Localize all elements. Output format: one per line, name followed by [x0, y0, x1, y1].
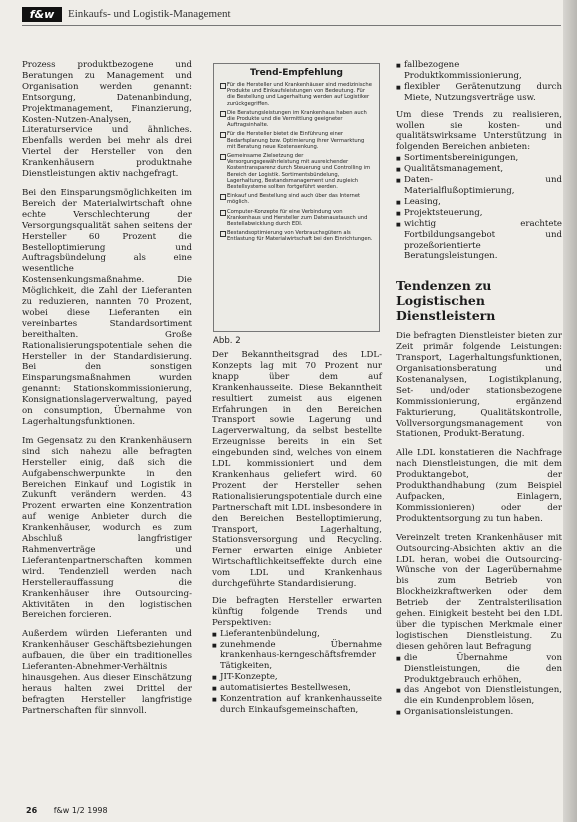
box-item: Für die Hersteller bietet die Einführung einer Bedarfsplanung bzw. Optimierung ihrer Vermarktung mit Beratung neue Kostensenkung.: [220, 131, 373, 150]
list-item: ■ wichtig erachtete Fortbildungsangebot und prozeßorientierte Beratungsleistungen.: [396, 219, 562, 263]
box-item: Für die Hersteller und Krankenhäuser sind medizinische Produkte und Einkaufsleistungen von Bedeutung. Für die Bestellung und Lagerhaltung werden auf Logistiker zurückgegriffen.: [220, 82, 373, 107]
checkbox-icon: [220, 154, 226, 160]
checkbox-icon: [220, 132, 226, 138]
magazine-logo: f&w: [22, 7, 62, 22]
list-item: ■ automatisiertes Bestellwesen,: [212, 683, 382, 694]
paragraph: Die befragten Dienstleister bieten zur Zeit primär folgende Leistungen: Transport, Lagerhaltungsfunktionen, Organisationsberatung und Kostenanalysen, Logistikplanung, Set- und/oder stationsbezogene Kommissionierung, ergänzend Fakturierung, Qualitätskontrolle, Vollversorgungsmanagement von Stationen, Produkt-Beratung.: [396, 331, 562, 440]
list-item: ■ Konzentration auf krankenhausseite durch Einkaufsgemeinschaften,: [212, 694, 382, 716]
box-item: Gemeinsame Zielsetzung der Versorgungsgewährleistung mit ausreichender Kostentransparenz durch Steuerung und Controlling im Bereich der Logistik. Sortimentsbündelung, Lagerhaltung, Bestandsmanagement und zugleich Bestellsysteme sollten fortgeführt werden.: [220, 153, 373, 190]
paragraph: Prozess produktbezogene und Beratungen zu Management und Organisation werden genannt: Entsorgung, Datenanbindung, Projektmanagement, Finanzierung, Kosten-Nutzen-Analysen, Literaturservice und ähnliches. Ebenfalls werden bei mehr als drei Viertel der Hersteller von den Krankenhäusern produktnahe Dienstleistungen aktiv nachgefragt.: [22, 60, 192, 180]
box-item: Bestandsoptimierung von Verbrauchsgütern als Entlastung für Materialwirtschaft bei den Einrichtungen.: [220, 230, 373, 242]
list-item: ■ Lieferantenbündelung,: [212, 629, 382, 640]
paragraph: Bei den Einsparungsmöglichkeiten im Bereich der Materialwirtschaft ohne echte Verschlechterung der Versorgungsqualität sahen seitens der Hersteller 60 Prozent die Bestelloptimierung und Auftragsbündelung als eine wesentliche Kostensenkungsmaßnahme. Die Möglichkeit, die Zahl der Lieferanten zu reduzieren, nannten 70 Prozent, wobei diese Lieferanten ein vereinbartes Standardsortiment bereithalten. Große Rationalisierungspotentiale sehen die Hersteller in der Standardisierung. Bei den sonstigen Einsparungsmaßnahmen wurden genannt: Stationskommissionierung, Konsignationslagerverwaltung, payed on consumption, Übernahme von Lagerhaltungsfunktionen.: [22, 187, 192, 427]
list-item: ■ JIT-Konzepte,: [212, 672, 382, 683]
box-item: Computer-Konzepte für eine Verbindung von Krankenhaus und Hersteller zum Datenaustausch und Bestellabwicklung durch EDI.: [220, 209, 373, 228]
list-item: ■ Sortimentsbereinigungen,: [396, 153, 562, 164]
checkbox-icon: [220, 83, 226, 89]
list-item: ■ Organisationsleistungen.: [396, 707, 562, 718]
list-item: ■ flexibler Gerätenutzung durch Miete, Nutzungsverträge usw.: [396, 82, 562, 104]
issue-source: f&w 1/2 1998: [53, 806, 108, 815]
paragraph: Der Bekanntheitsgrad des LDL-Konzepts lag mit 70 Prozent nur knapp über dem auf Krankenhausseite. Diese Bekanntheit resultiert zumeist aus eigenen Erfahrungen in den Bereichen Transport sowie Lagerung und Lagerverwaltung, da selbst bestellte Erzeugnisse bereits in ein Set eingebunden sind, welches von einem LDL kommissioniert und dem Krankenhaus geliefert wird. 60 Prozent der Hersteller sehen Rationalisierungspotentiale durch eine Partnerschaft mit LDL insbesondere in den Bereichen Bestelloptimierung, Transport, Lagerhaltung, Stationsversorgung und Recycling. Ferner erwarten einige Anbieter Wirtschaftlichkeitseffekte durch eine vom LDL und Krankenhaus durchgeführte Standardisierung.: [212, 350, 382, 590]
column-3: [396, 60, 562, 718]
characteristics-list: [396, 653, 562, 718]
header-rule: [22, 25, 561, 26]
checkbox-icon: [220, 194, 226, 200]
binding-edge: [563, 0, 577, 822]
figure-caption: Abb. 2: [213, 336, 241, 346]
page-footer: [26, 806, 108, 815]
box-item: Einkauf und Bestellung sind auch über das Internet möglich.: [220, 193, 373, 205]
list-item: ■ fallbezogene Produktkommissionierung,: [396, 60, 562, 82]
trend-list: [212, 629, 382, 716]
box-title: Trend-Empfehlung: [249, 68, 343, 78]
section-heading: Tendenzen zu Logistischen Dienstleistern: [396, 278, 496, 324]
column-1: [22, 60, 192, 725]
page-number: 26: [26, 806, 38, 815]
paragraph: Außerdem würden Lieferanten und Krankenhäuser Geschäftsbeziehungen aufbauen, die über ein traditionelles Lieferanten-Abnehmer-Verhältnis hinausgehen. Aus dieser Einschätzung heraus halten zwei Drittel der befragten Hersteller langfristige Partnerschaften für sinnvoll.: [22, 629, 192, 716]
paragraph: Vereinzelt treten Krankenhäuser mit Outsourcing-Absichten aktiv an die LDL heran, wobei die Outsourcing-Wünsche von der Lagerübernahme bis zum Betrieb von Blockheizkraftwerken oder dem Betrieb der Zentralsterilisation gehen. Einigkeit besteht bei den LDL über die typischen Merkmale einer logistischen Dienstleistung. Zu diesen gehören laut Befragung: [396, 532, 562, 652]
paragraph: Die befragten Hersteller erwarten künftig folgende Trends und Perspektiven:: [212, 595, 382, 628]
list-item: ■ Projektsteuerung,: [396, 208, 562, 219]
checkbox-icon: [220, 111, 226, 117]
list-item: ■ Daten- und Materialflußoptimierung,: [396, 175, 562, 197]
box-list: [214, 82, 379, 243]
support-list: [396, 153, 562, 262]
paragraph: Alle LDL konstatieren die Nachfrage nach Dienstleistungen, die mit dem Produktangebot, der Produkthandhabung (zum Beispiel Aufpacken, Einlagern, Kommissionieren) oder der Produktentsorgung zu tun haben.: [396, 448, 562, 524]
paragraph: Um diese Trends zu realisieren, wollen sie kosten- und qualitätswirksame Unterstützung in folgenden Bereichen anbieten:: [396, 109, 562, 153]
checkbox-icon: [220, 210, 226, 216]
list-item: ■ zunehmende Übernahme krankenhaus-kerngeschäftsfremder Tätigkeiten,: [212, 640, 382, 673]
checkbox-icon: [220, 231, 226, 237]
list-item: ■ Leasing,: [396, 197, 562, 208]
box-item: Die Beratungsleistungen im Krankenhaus haben auch die Produkte und die Vermittlung geeigneter Auftragsinhalte.: [220, 110, 373, 129]
paragraph: Im Gegensatz zu den Krankenhäusern sind sich nahezu alle befragten Hersteller einig, daß sich die Aufgabenschwerpunkte in den Bereichen Einkauf und Logistik in Zukunft verändern werden. 43 Prozent erwarten eine Konzentration auf wenige Anbieter durch die Krankenhäuser, wodurch es zum Abschluß langfristiger Rahmenverträge und Lieferantenpartnerschaften kommen wird. Tendenziell werden nach Herstellerauffassung die Krankenhäuser ihre Outsourcing-Aktivitäten in den logistischen Bereichen forcieren.: [22, 435, 192, 621]
list-item: ■ das Angebot von Dienstleistungen, die ein Kundenproblem lösen,: [396, 685, 562, 707]
page-header: [22, 5, 231, 23]
trend-list-continued: [396, 60, 562, 104]
trend-recommendation-box: [213, 63, 380, 332]
list-item: ■ Qualitätsmanagement,: [396, 164, 562, 175]
column-2: [212, 350, 382, 716]
section-title: Einkaufs- und Logistik-Management: [68, 8, 231, 20]
list-item: ■ die Übernahme von Dienstleistungen, die den Produktgebrauch erhöhen,: [396, 653, 562, 686]
